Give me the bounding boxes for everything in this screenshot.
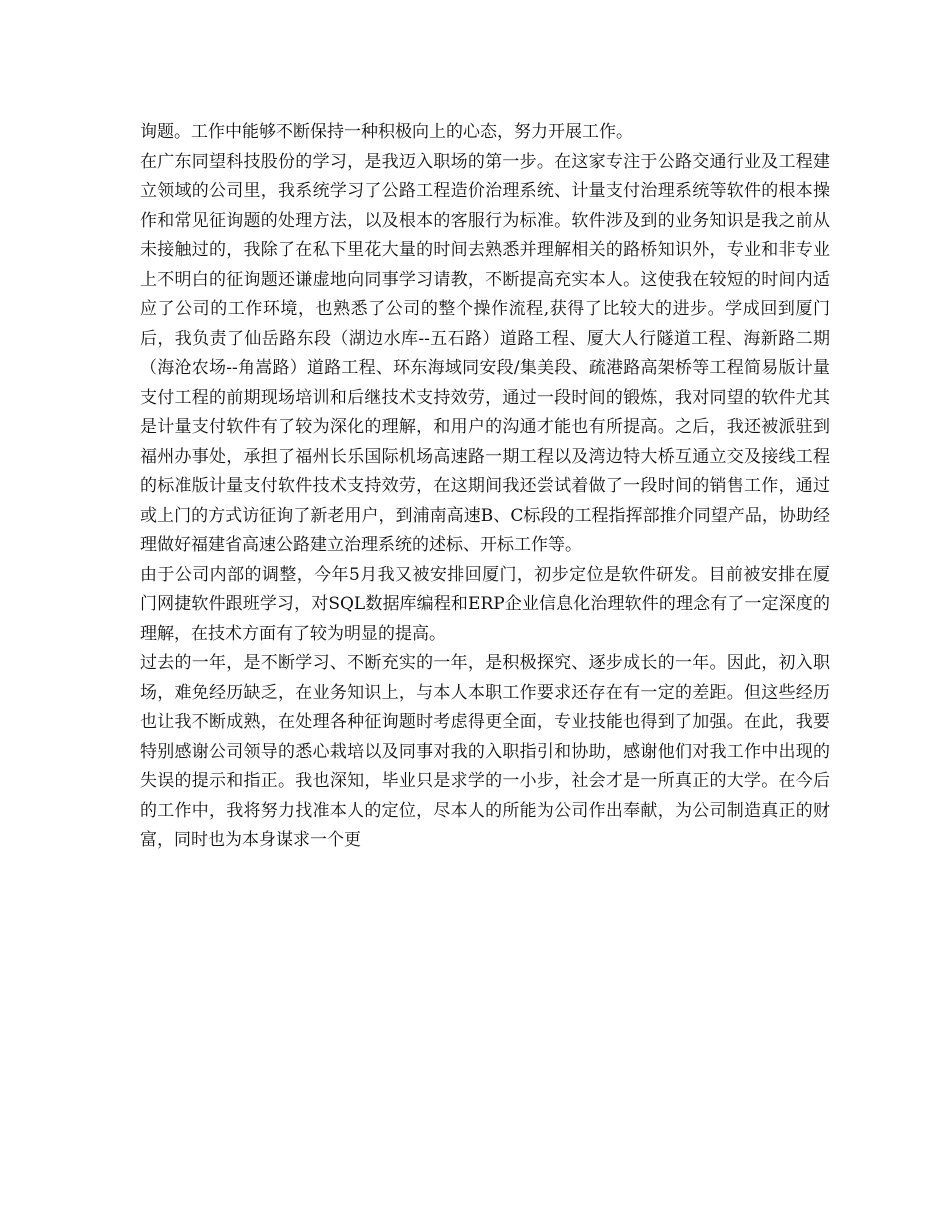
paragraph-3: 由于公司内部的调整，今年5月我又被安排回厦门，初步定位是软件研发。目前被安排在厦门网捷软件跟班学习，对SQL数据库编程和ERP企业信息化治理软件的理念有了一定深度的理解，在技术方面有了较为明显的提高。 xyxy=(140,564,830,644)
paragraph-1: 询题。工作中能够不断保持一种积极向上的心态，努力开展工作。 xyxy=(140,122,633,142)
document-body xyxy=(140,118,830,856)
paragraph-4: 过去的一年，是不断学习、不断充实的一年，是积极探究、逐步成长的一年。因此，初入职场，难免经历缺乏，在业务知识上，与本人本职工作要求还存在有一定的差距。但这些经历也让我不断成熟，在处理各种征询题时考虑得更全面，专业技能也得到了加强。在此，我要特别感谢公司领导的悉心栽培以及同事对我的入职指引和协助，感谢他们对我工作中出现的失误的提示和指正。我也深知，毕业只是求学的一小步，社会才是一所真正的大学。在今后的工作中，我将努力找准本人的定位，尽本人的所能为公司作出奉献，为公司制造真正的财富，同时也为本身谋求一个更 xyxy=(140,653,830,850)
paragraph-2: 在广东同望科技股份的学习，是我迈入职场的第一步。在这家专注于公路交通行业及工程建立领域的公司里，我系统学习了公路工程造价治理系统、计量支付治理系统等软件的根本操作和常见征询题的处理方法，以及根本的客服行为标准。软件涉及到的业务知识是我之前从未接触过的，我除了在私下里花大量的时间去熟悉并理解相关的路桥知识外，专业和非专业上不明白的征询题还谦虚地向同事学习请教，不断提高充实本人。这使我在较短的时间内适应了公司的工作环境，也熟悉了公司的整个操作流程,获得了比较大的进步。学成回到厦门后，我负责了仙岳路东段（湖边水库--五石路）道路工程、厦大人行隧道工程、海新路二期（海沧农场--角嵩路）道路工程、环东海域同安段/集美段、疏港路高架桥等工程简易版计量支付工程的前期现场培训和后继技术支持效劳，通过一段时间的锻炼，我对同望的软件尤其是计量支付软件有了较为深化的理解，和用户的沟通才能也有所提高。之后，我还被派驻到福州办事处，承担了福州长乐国际机场高速路一期工程以及湾边特大桥互通立交及接线工程的标准版计量支付软件技术支持效劳，在这期间我还尝试着做了一段时间的销售工作，通过或上门的方式访征询了新老用户，到浦南高速B、C标段的工程指挥部推介同望产品，协助经理做好福建省高速公路建立治理系统的述标、开标工作等。 xyxy=(140,151,830,555)
